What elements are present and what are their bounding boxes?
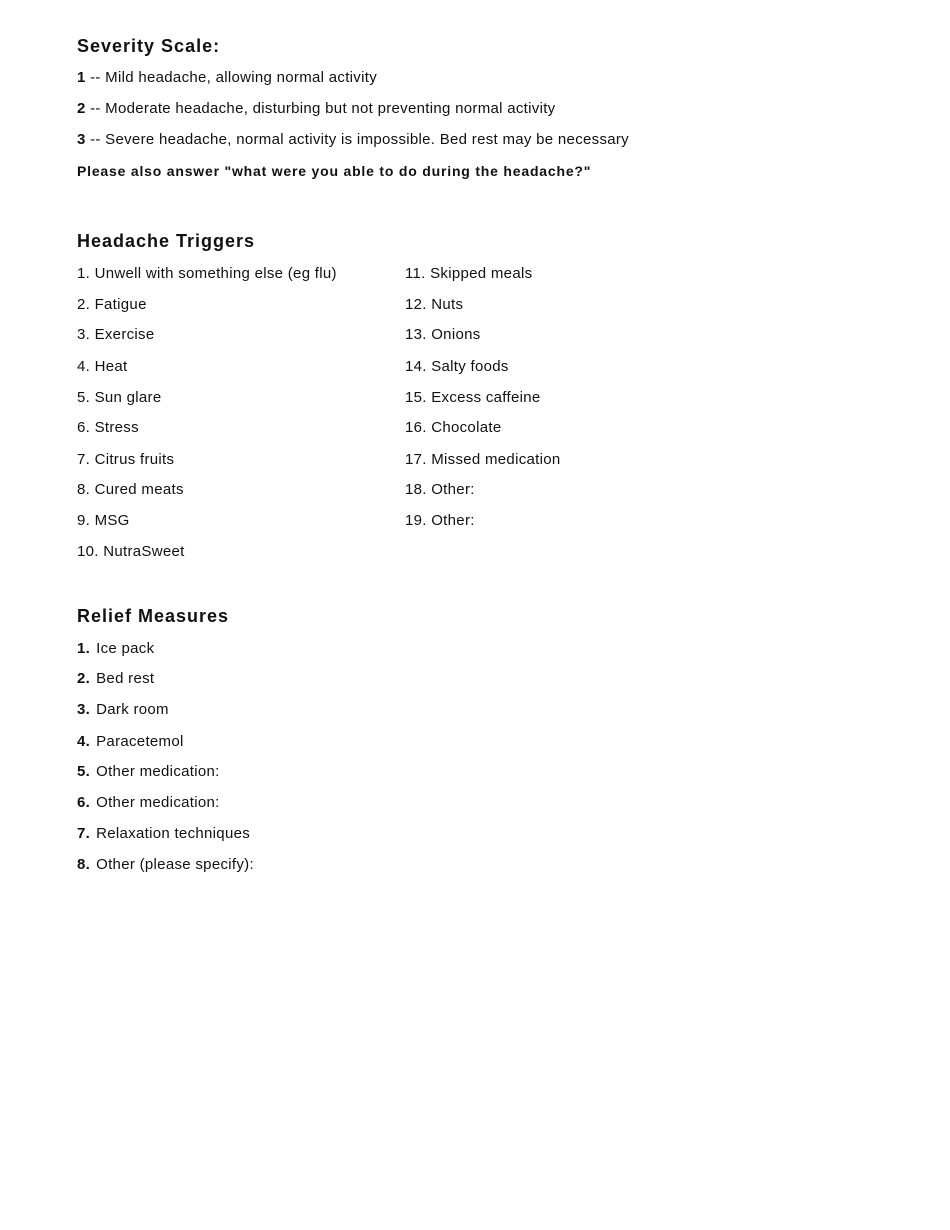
severity-level-number: 2 [77,100,86,117]
trigger-item: 6. Stress [77,419,139,436]
relief-item [77,640,154,657]
trigger-item: 11. Skipped meals [405,265,533,282]
trigger-item: 17. Missed medication [405,451,561,468]
severity-level-text: -- Moderate headache, disturbing but not preventing normal activity [85,100,556,117]
severity-level-1 [77,69,377,86]
relief-item-text: Other medication: [96,794,220,811]
relief-item [77,825,250,842]
trigger-item: 8. Cured meats [77,481,184,498]
relief-item [77,670,154,687]
severity-level-3 [77,131,629,148]
trigger-item: 3. Exercise [77,326,155,343]
trigger-item: 13. Onions [405,326,481,343]
triggers-heading: Headache Triggers [77,231,256,251]
trigger-item: 14. Salty foods [405,358,509,375]
relief-item-text: Paracetemol [96,733,184,750]
severity-level-2 [77,100,555,117]
severity-level-text: -- Severe headache, normal activity is impossible. Bed rest may be necessary [85,131,629,148]
trigger-item: 19. Other: [405,512,475,529]
relief-heading: Relief Measures [77,606,230,626]
trigger-item: 5. Sun glare [77,389,162,406]
relief-item-text: Relaxation techniques [96,825,251,842]
relief-item-number: 2. [77,670,91,687]
relief-item-text: Bed rest [96,670,155,687]
trigger-item: 2. Fatigue [77,296,147,313]
relief-item-text: Other medication: [96,763,220,780]
relief-item-number: 5. [77,763,91,780]
trigger-item: 18. Other: [405,481,475,498]
trigger-item: 7. Citrus fruits [77,451,175,468]
relief-item [77,856,254,873]
trigger-item: 12. Nuts [405,296,464,313]
trigger-item: 10. NutraSweet [77,543,185,560]
relief-item-number: 7. [77,825,91,842]
trigger-item: 15. Excess caffeine [405,389,541,406]
relief-item [77,701,169,718]
relief-item-text: Dark room [96,701,169,718]
relief-item-number: 8. [77,856,91,873]
relief-item [77,794,220,811]
trigger-item: 4. Heat [77,358,128,375]
severity-scale-heading: Severity Scale: [77,36,221,56]
severity-level-number: 3 [77,131,86,148]
relief-item-number: 3. [77,701,91,718]
severity-level-text: -- Mild headache, allowing normal activity [85,69,378,86]
relief-item-number: 1. [77,640,91,657]
relief-item-text: Ice pack [96,640,155,657]
relief-item-number: 4. [77,733,91,750]
relief-item [77,763,220,780]
severity-note: Please also answer "what were you able to do during the headache?" [77,163,592,179]
trigger-item: 9. MSG [77,512,130,529]
relief-item [77,733,184,750]
trigger-item: 16. Chocolate [405,419,502,436]
relief-item-text: Other (please specify): [96,856,254,873]
relief-item-number: 6. [77,794,91,811]
trigger-item: 1. Unwell with something else (eg flu) [77,265,337,282]
severity-level-number: 1 [77,69,86,86]
